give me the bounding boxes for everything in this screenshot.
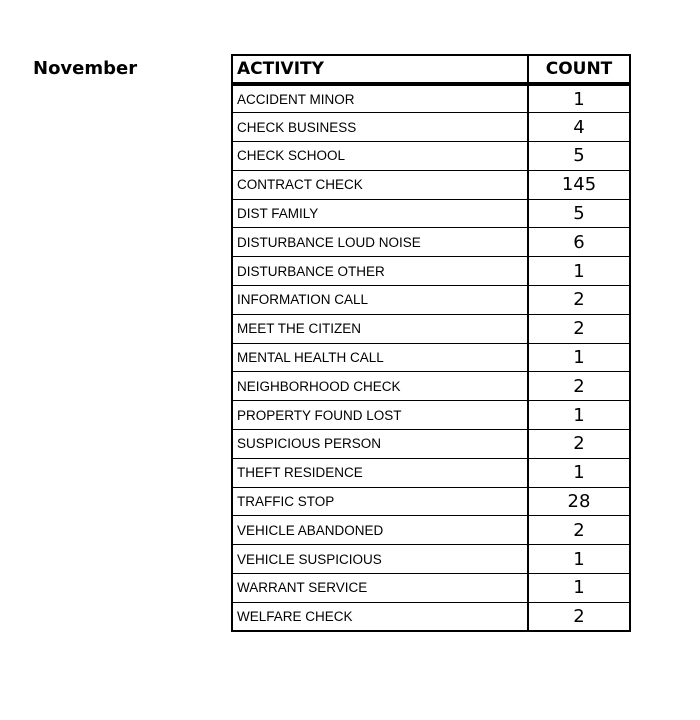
activity-count-table: [231, 54, 631, 632]
table-row: [232, 602, 630, 631]
month-label: November: [33, 58, 138, 79]
activity-cell: THEFT RESIDENCE: [232, 458, 528, 487]
count-cell: 1: [528, 545, 630, 574]
count-cell: 2: [528, 372, 630, 401]
activity-cell: CONTRACT CHECK: [232, 170, 528, 199]
table-row: [232, 314, 630, 343]
count-cell: 2: [528, 602, 630, 631]
activity-cell: CHECK SCHOOL: [232, 142, 528, 171]
table-row: [232, 458, 630, 487]
count-cell: 5: [528, 199, 630, 228]
activity-cell: SUSPICIOUS PERSON: [232, 430, 528, 459]
activity-cell: VEHICLE SUSPICIOUS: [232, 545, 528, 574]
table-row: [232, 574, 630, 603]
count-cell: 4: [528, 113, 630, 142]
activity-cell: WELFARE CHECK: [232, 602, 528, 631]
activity-cell: ACCIDENT MINOR: [232, 84, 528, 113]
table-row: [232, 84, 630, 113]
count-cell: 2: [528, 286, 630, 315]
header-row: [232, 55, 630, 84]
activity-cell: MENTAL HEALTH CALL: [232, 343, 528, 372]
count-cell: 1: [528, 574, 630, 603]
table-body: [232, 84, 630, 631]
count-cell: 1: [528, 401, 630, 430]
table-row: [232, 343, 630, 372]
count-cell: 1: [528, 84, 630, 113]
activity-cell: MEET THE CITIZEN: [232, 314, 528, 343]
table-header: [232, 55, 630, 84]
count-cell: 1: [528, 343, 630, 372]
table-row: [232, 286, 630, 315]
count-cell: 1: [528, 458, 630, 487]
table-row: [232, 257, 630, 286]
activity-column-header: ACTIVITY: [232, 55, 528, 84]
table-row: [232, 430, 630, 459]
table-row: [232, 545, 630, 574]
count-cell: 28: [528, 487, 630, 516]
table-row: [232, 487, 630, 516]
activity-cell: DIST FAMILY: [232, 199, 528, 228]
activity-cell: PROPERTY FOUND LOST: [232, 401, 528, 430]
activity-cell: INFORMATION CALL: [232, 286, 528, 315]
table-row: [232, 401, 630, 430]
table-row: [232, 372, 630, 401]
table-row: [232, 142, 630, 171]
count-cell: 6: [528, 228, 630, 257]
activity-cell: TRAFFIC STOP: [232, 487, 528, 516]
count-cell: 2: [528, 314, 630, 343]
count-cell: 2: [528, 430, 630, 459]
activity-cell: NEIGHBORHOOD CHECK: [232, 372, 528, 401]
activity-cell: VEHICLE ABANDONED: [232, 516, 528, 545]
table-row: [232, 199, 630, 228]
activity-cell: DISTURBANCE LOUD NOISE: [232, 228, 528, 257]
table-row: [232, 170, 630, 199]
activity-cell: CHECK BUSINESS: [232, 113, 528, 142]
count-column-header: COUNT: [528, 55, 630, 84]
count-cell: 2: [528, 516, 630, 545]
table-row: [232, 516, 630, 545]
count-cell: 1: [528, 257, 630, 286]
table-row: [232, 228, 630, 257]
table-row: [232, 113, 630, 142]
count-cell: 5: [528, 142, 630, 171]
count-cell: 145: [528, 170, 630, 199]
activity-cell: WARRANT SERVICE: [232, 574, 528, 603]
activity-cell: DISTURBANCE OTHER: [232, 257, 528, 286]
